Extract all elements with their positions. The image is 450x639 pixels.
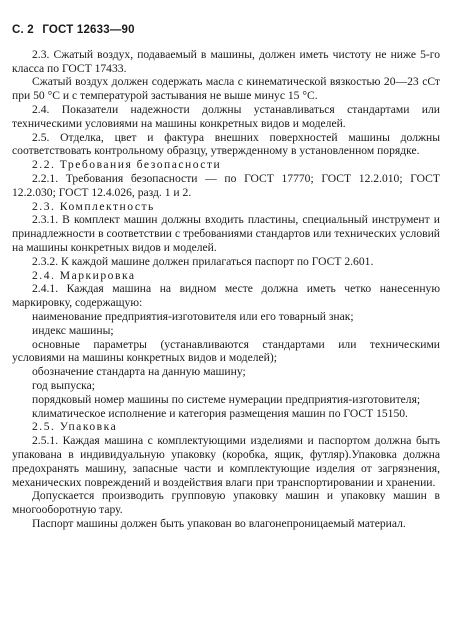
paragraph: 2.5.1. Каждая машина с комплектующими изделиями и паспортом должна быть упакована в индивидуальную упаковку (коробка, ящик, футляр).Упаковка должна предохранять машину, запасные части и комплектующие изделия от загрязнения, механических повреждений и воздействия влаги при транспортировании и хранении. bbox=[12, 434, 440, 489]
paragraph: 2.4. Показатели надежности должны устанавливаться стандартами или техническими условиями на машины конкретных видов и моделей. bbox=[12, 102, 440, 130]
section-heading: 2.5. Упаковка bbox=[32, 420, 118, 434]
paragraph: 2.5. Отделка, цвет и фактура внешних поверхностей машины должны соответствовать контрольному образцу, утвержденному в установленном порядке. bbox=[12, 130, 440, 158]
paragraph: 2.2.1. Требования безопасности — по ГОСТ 17770; ГОСТ 12.2.010; ГОСТ 12.2.030; ГОСТ 12.4.026, разд. 1 и 2. bbox=[12, 171, 440, 199]
list-item: порядковый номер машины по системе нумерации предприятия-изготовителя; bbox=[32, 392, 421, 406]
paragraph: 2.3.2. К каждой машине должен прилагаться паспорт по ГОСТ 2.601. bbox=[32, 254, 374, 268]
section-heading: 2.2. Требования безопасности bbox=[32, 158, 222, 172]
list-item: наименование предприятия-изготовителя или его товарный знак; bbox=[32, 309, 354, 323]
paragraph: Паспорт машины должен быть упакован во влагонепроницаемый материал. bbox=[32, 516, 406, 530]
paragraph: 2.3. Сжатый воздух, подаваемый в машины, должен иметь чистоту не ниже 5-го класса по ГОСТ 17433. bbox=[12, 47, 440, 75]
document-page bbox=[12, 24, 440, 531]
list-item: климатическое исполнение и категория размещения машин по ГОСТ 15150. bbox=[32, 406, 408, 420]
document-body bbox=[12, 48, 440, 531]
paragraph: Допускается производить групповую упаковку машин и упаковку машин в многооборотную тару. bbox=[12, 489, 440, 517]
paragraph: Сжатый воздух должен содержать масла с кинематической вязкостью 20—23 сСт при 50 °С и с температурой застывания не выше минус 15 °С. bbox=[12, 75, 440, 103]
page-number: С. 2 bbox=[12, 24, 34, 36]
paragraph: 2.4.1. Каждая машина на видном месте должна иметь четко нанесенную маркировку, содержащую: bbox=[12, 282, 440, 310]
list-item: обозначение стандарта на данную машину; bbox=[32, 365, 246, 379]
section-heading: 2.3. Комплектность bbox=[32, 199, 155, 213]
standard-code: ГОСТ 12633—90 bbox=[42, 24, 135, 36]
section-heading: 2.4. Маркировка bbox=[32, 268, 136, 282]
list-item: основные параметры (устанавливаются стандартами или техническими условиями на машины конкретных видов и моделей); bbox=[12, 337, 440, 365]
paragraph: 2.3.1. В комплект машин должны входить пластины, специальный инструмент и принадлежности в соответствии с требованиями стандартов или технических условий на машины конкретных видов и моделей. bbox=[12, 213, 440, 254]
list-item: год выпуска; bbox=[32, 378, 95, 392]
list-item: индекс машины; bbox=[32, 323, 114, 337]
page-header bbox=[12, 24, 440, 38]
